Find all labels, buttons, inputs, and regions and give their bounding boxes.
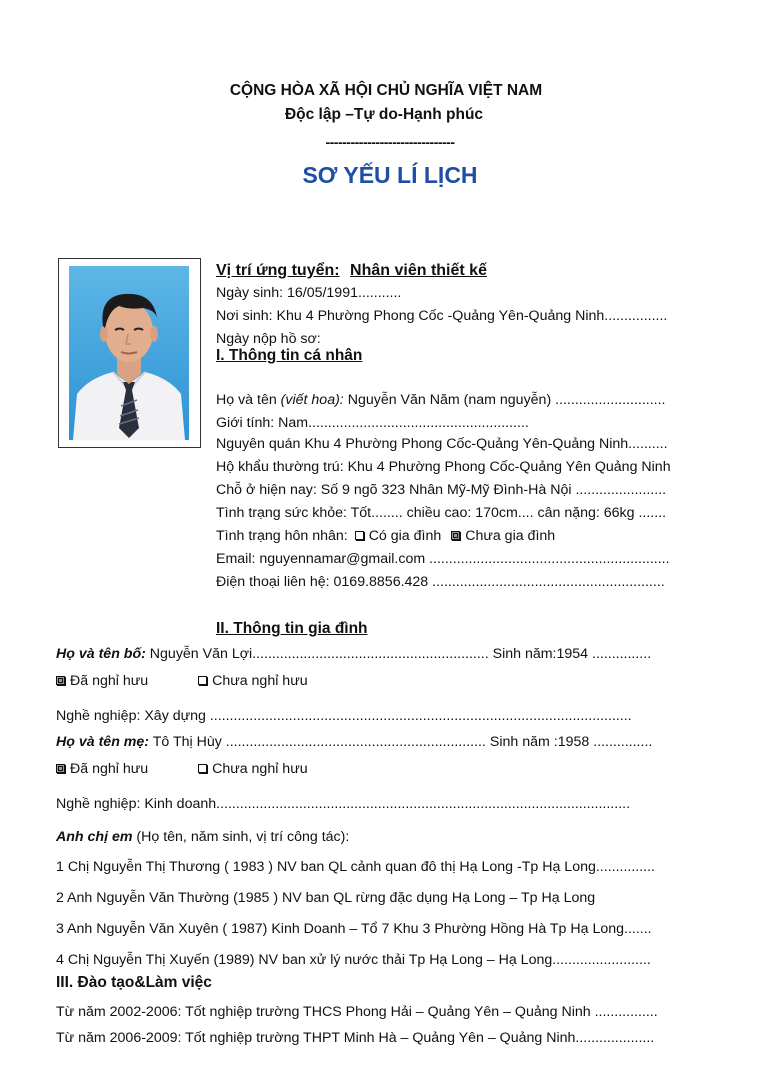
father-retired-label: Đã nghỉ hưu xyxy=(70,673,149,689)
marital-status-row xyxy=(216,527,555,545)
full-name-label: Họ và tên xyxy=(216,392,281,408)
section-personal-heading: I. Thông tin cá nhân xyxy=(216,347,363,364)
section-education-heading: III. Đào tạo&Làm việc xyxy=(56,974,212,991)
sibling-item: 3 Anh Nguyễn Văn Xuyên ( 1987) Kinh Doanh – Tổ 7 Khu 3 Phường Hồng Hà Tp Hạ Long....... xyxy=(56,921,652,937)
siblings-heading xyxy=(56,828,349,846)
hometown: Nguyên quán Khu 4 Phường Phong Cốc-Quảng Yên-Quảng Ninh.......... xyxy=(216,436,668,452)
divider-dashes: ------------------------------- xyxy=(325,134,455,150)
sibling-item: 1 Chị Nguyễn Thị Thương ( 1983 ) NV ban QL cảnh quan đô thị Hạ Long -Tp Hạ Long............... xyxy=(56,859,655,875)
sibling-item: 4 Chị Nguyễn Thị Xuyến (1989) NV ban xử lý nước thải Tp Hạ Long – Hạ Long......................... xyxy=(56,952,651,968)
date-of-birth: Ngày sinh: 16/05/1991........... xyxy=(216,285,402,301)
mother-retirement-row xyxy=(56,760,308,778)
education-item: Từ năm 2006-2009: Tốt nghiệp trường THPT Minh Hà – Quảng Yên – Quảng Ninh.................... xyxy=(56,1030,655,1046)
full-name-row xyxy=(216,391,665,409)
photo-frame xyxy=(58,258,201,448)
section-family-heading: II. Thông tin gia đình xyxy=(216,620,368,637)
email: Email: nguyennamar@gmail.com ............................................................. xyxy=(216,551,670,567)
national-motto: Độc lập –Tự do-Hạnh phúc xyxy=(284,106,484,123)
checkbox-mother-retired[interactable] xyxy=(56,764,65,773)
checkbox-father-retired[interactable] xyxy=(56,676,65,685)
sibling-item: 2 Anh Nguyễn Văn Thường (1985 ) NV ban QL rừng đặc dụng Hạ Long – Tp Hạ Long xyxy=(56,890,596,906)
health-status: Tình trạng sức khỏe: Tốt........ chiều cao: 170cm.... cân nặng: 66kg ....... xyxy=(216,505,667,521)
position-label: Vị trí ứng tuyển: xyxy=(216,262,340,279)
full-name-italic: (viết hoa): xyxy=(280,392,344,408)
father-row xyxy=(56,645,651,663)
checkbox-mother-not-retired[interactable] xyxy=(198,764,207,773)
siblings-label: Anh chị em xyxy=(56,829,133,845)
married-label: Có gia đình xyxy=(368,528,442,544)
father-not-retired-label: Chưa nghỉ hưu xyxy=(212,673,308,689)
position-value: Nhân viên thiết kế xyxy=(350,262,487,279)
mother-retired-label: Đã nghỉ hưu xyxy=(70,761,149,777)
marital-status-label: Tình trạng hôn nhân: xyxy=(216,528,348,544)
phone: Điện thoại liên hệ: 0169.8856.428 ........................................................... xyxy=(216,574,665,590)
position-row xyxy=(216,262,487,280)
checkbox-single[interactable] xyxy=(451,531,460,540)
portrait-illustration xyxy=(69,266,189,440)
mother-value: Tô Thị Hùy .................................................................. Sinh năm :1958 ............... xyxy=(149,734,653,750)
mother-label: Họ và tên mẹ: xyxy=(56,734,150,750)
national-title: CỘNG HÒA XÃ HỘI CHỦ NGHĨA VIỆT NAM xyxy=(229,82,543,99)
mother-occupation: Nghề nghiệp: Kinh doanh......................................................................................................... xyxy=(56,796,631,812)
birthplace: Nơi sinh: Khu 4 Phường Phong Cốc -Quảng Yên-Quảng Ninh................ xyxy=(216,308,668,324)
current-residence: Chỗ ở hiện nay: Số 9 ngõ 323 Nhân Mỹ-Mỹ Đình-Hà Nội ....................... xyxy=(216,482,667,498)
checkbox-father-not-retired[interactable] xyxy=(198,676,207,685)
gender: Giới tính: Nam........................................................ xyxy=(216,415,529,431)
mother-row xyxy=(56,733,652,751)
checkbox-married[interactable] xyxy=(355,531,364,540)
father-label: Họ và tên bố: xyxy=(56,646,146,662)
household-registration: Hộ khẩu thường trú: Khu 4 Phường Phong Cốc-Quảng Yên Quảng Ninh xyxy=(216,459,671,475)
education-item: Từ năm 2002-2006: Tốt nghiệp trường THCS Phong Hải – Quảng Yên – Quảng Ninh ................ xyxy=(56,1004,658,1020)
mother-not-retired-label: Chưa nghỉ hưu xyxy=(212,761,308,777)
siblings-note: (Họ tên, năm sinh, vị trí công tác): xyxy=(132,829,350,845)
father-value: Nguyễn Văn Lợi............................................................ Sinh năm:1954 ............... xyxy=(145,646,652,662)
full-name-value: Nguyễn Văn Năm (nam nguyễn) ............................ xyxy=(343,392,666,408)
document-title: SƠ YẾU LÍ LỊCH xyxy=(302,162,478,188)
father-occupation: Nghề nghiệp: Xây dựng ........................................................................................................... xyxy=(56,708,632,724)
single-label: Chưa gia đình xyxy=(465,528,556,544)
portrait-photo-icon xyxy=(69,266,189,440)
father-retirement-row xyxy=(56,672,308,690)
submission-date: Ngày nộp hồ sơ: xyxy=(216,331,321,347)
